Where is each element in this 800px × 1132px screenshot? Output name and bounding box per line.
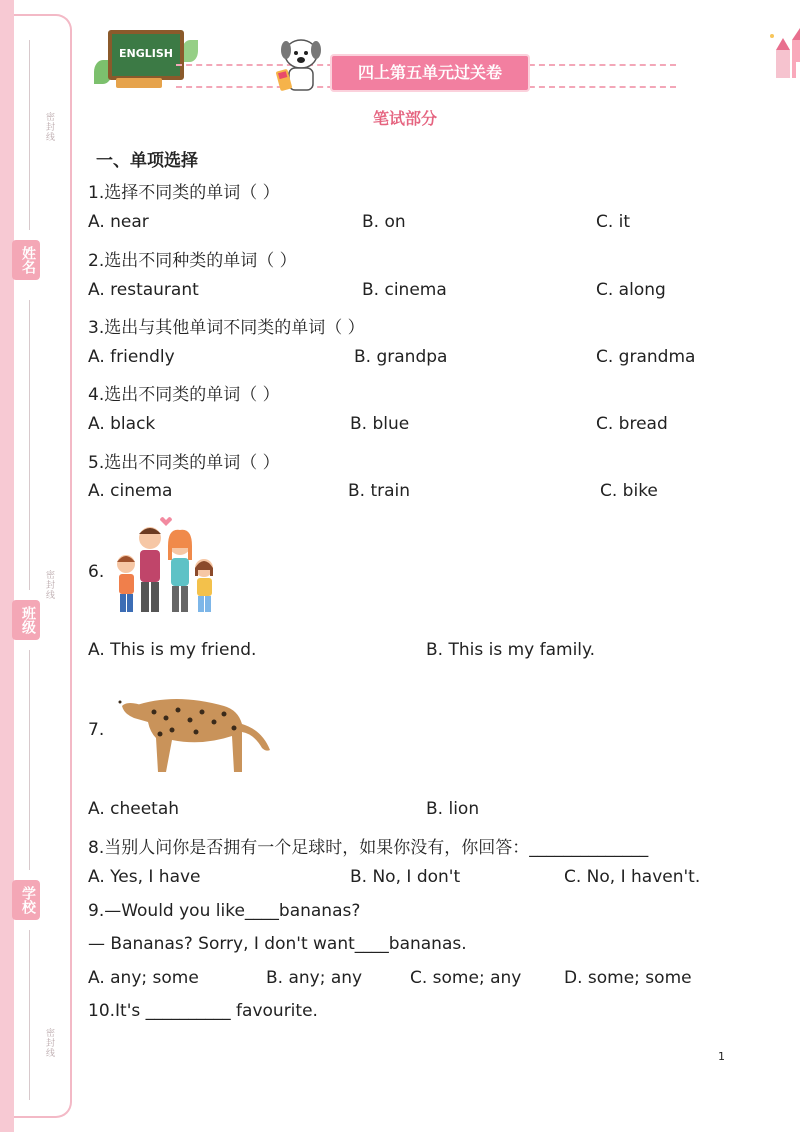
option-a: A. cinema: [88, 481, 173, 501]
option-b: B. blue: [350, 414, 410, 434]
question-stem: 7.: [88, 720, 105, 740]
option-b: B. any; any: [266, 968, 363, 988]
seal-line-text: 密封线: [44, 570, 54, 600]
question-stem: 5.选出不同类的单词（ ）: [88, 453, 280, 473]
option-b: B. grandpa: [354, 347, 448, 367]
seal-line-text: 密封线: [44, 112, 54, 142]
books-decoration: [116, 78, 162, 88]
option-a: A. any; some: [88, 968, 199, 988]
question-stem: 8.当别人问你是否拥有一个足球时，如果你没有，你回答：______________: [88, 838, 649, 858]
option-d: D. some; some: [564, 968, 692, 988]
option-c: C. grandma: [596, 347, 696, 367]
dog-mascot-icon: [276, 34, 326, 96]
question-stem: 1.选择不同类的单词（ ）: [88, 183, 280, 203]
divider-line: [29, 650, 30, 870]
option-c: C. bread: [596, 414, 668, 434]
option-b: B. No, I don't: [350, 867, 461, 887]
page-title: 四上第五单元过关卷: [332, 56, 528, 90]
question-stem: 10.It's __________ favourite.: [88, 1001, 318, 1021]
option-a: A. near: [88, 212, 149, 232]
name-label: 姓名: [12, 240, 40, 280]
question-stem: 6.: [88, 562, 105, 582]
cheetah-picture: [104, 676, 274, 776]
option-a: A. friendly: [88, 347, 175, 367]
divider-line: [29, 40, 30, 230]
option-b: B. lion: [426, 799, 480, 819]
option-b: B. cinema: [362, 280, 447, 300]
castle-icon: [768, 26, 800, 82]
question-stem: 3.选出与其他单词不同类的单词（ ）: [88, 318, 365, 338]
sidebar-panel: [14, 14, 72, 1118]
divider-line: [29, 930, 30, 1100]
option-c: C. bike: [600, 481, 658, 501]
divider-line: [29, 300, 30, 590]
sidebar-strip: [0, 0, 14, 1132]
question-stem: 2.选出不同种类的单词（ ）: [88, 251, 297, 271]
option-c: C. along: [596, 280, 666, 300]
option-a: A. Yes, I have: [88, 867, 201, 887]
leaf-decoration: [182, 40, 198, 62]
question-stem: 4.选出不同类的单词（ ）: [88, 385, 280, 405]
option-c: C. No, I haven't.: [564, 867, 701, 887]
section-heading: 一、单项选择: [96, 151, 198, 171]
english-chalkboard: ENGLISH: [108, 30, 184, 80]
option-b: B. This is my family.: [426, 640, 596, 660]
question-stem: 9.—Would you like____bananas?: [88, 901, 361, 921]
option-a: A. cheetah: [88, 799, 180, 819]
option-c: C. it: [596, 212, 631, 232]
seal-line-text: 密封线: [44, 1028, 54, 1058]
section-subtitle: 笔试部分: [372, 109, 437, 128]
option-b: B. on: [362, 212, 406, 232]
option-a: A. This is my friend.: [88, 640, 257, 660]
option-a: A. restaurant: [88, 280, 199, 300]
school-label: 学校: [12, 880, 40, 920]
option-c: C. some; any: [410, 968, 522, 988]
option-b: B. train: [348, 481, 411, 501]
family-picture: [110, 514, 222, 618]
option-a: A. black: [88, 414, 156, 434]
binding-sidebar: [0, 0, 72, 1132]
question-stem-reply: — Bananas? Sorry, I don't want____bananas.: [88, 934, 467, 954]
class-label: 班级: [12, 600, 40, 640]
header-banner: [86, 20, 680, 100]
page-number: 1: [718, 1050, 725, 1063]
